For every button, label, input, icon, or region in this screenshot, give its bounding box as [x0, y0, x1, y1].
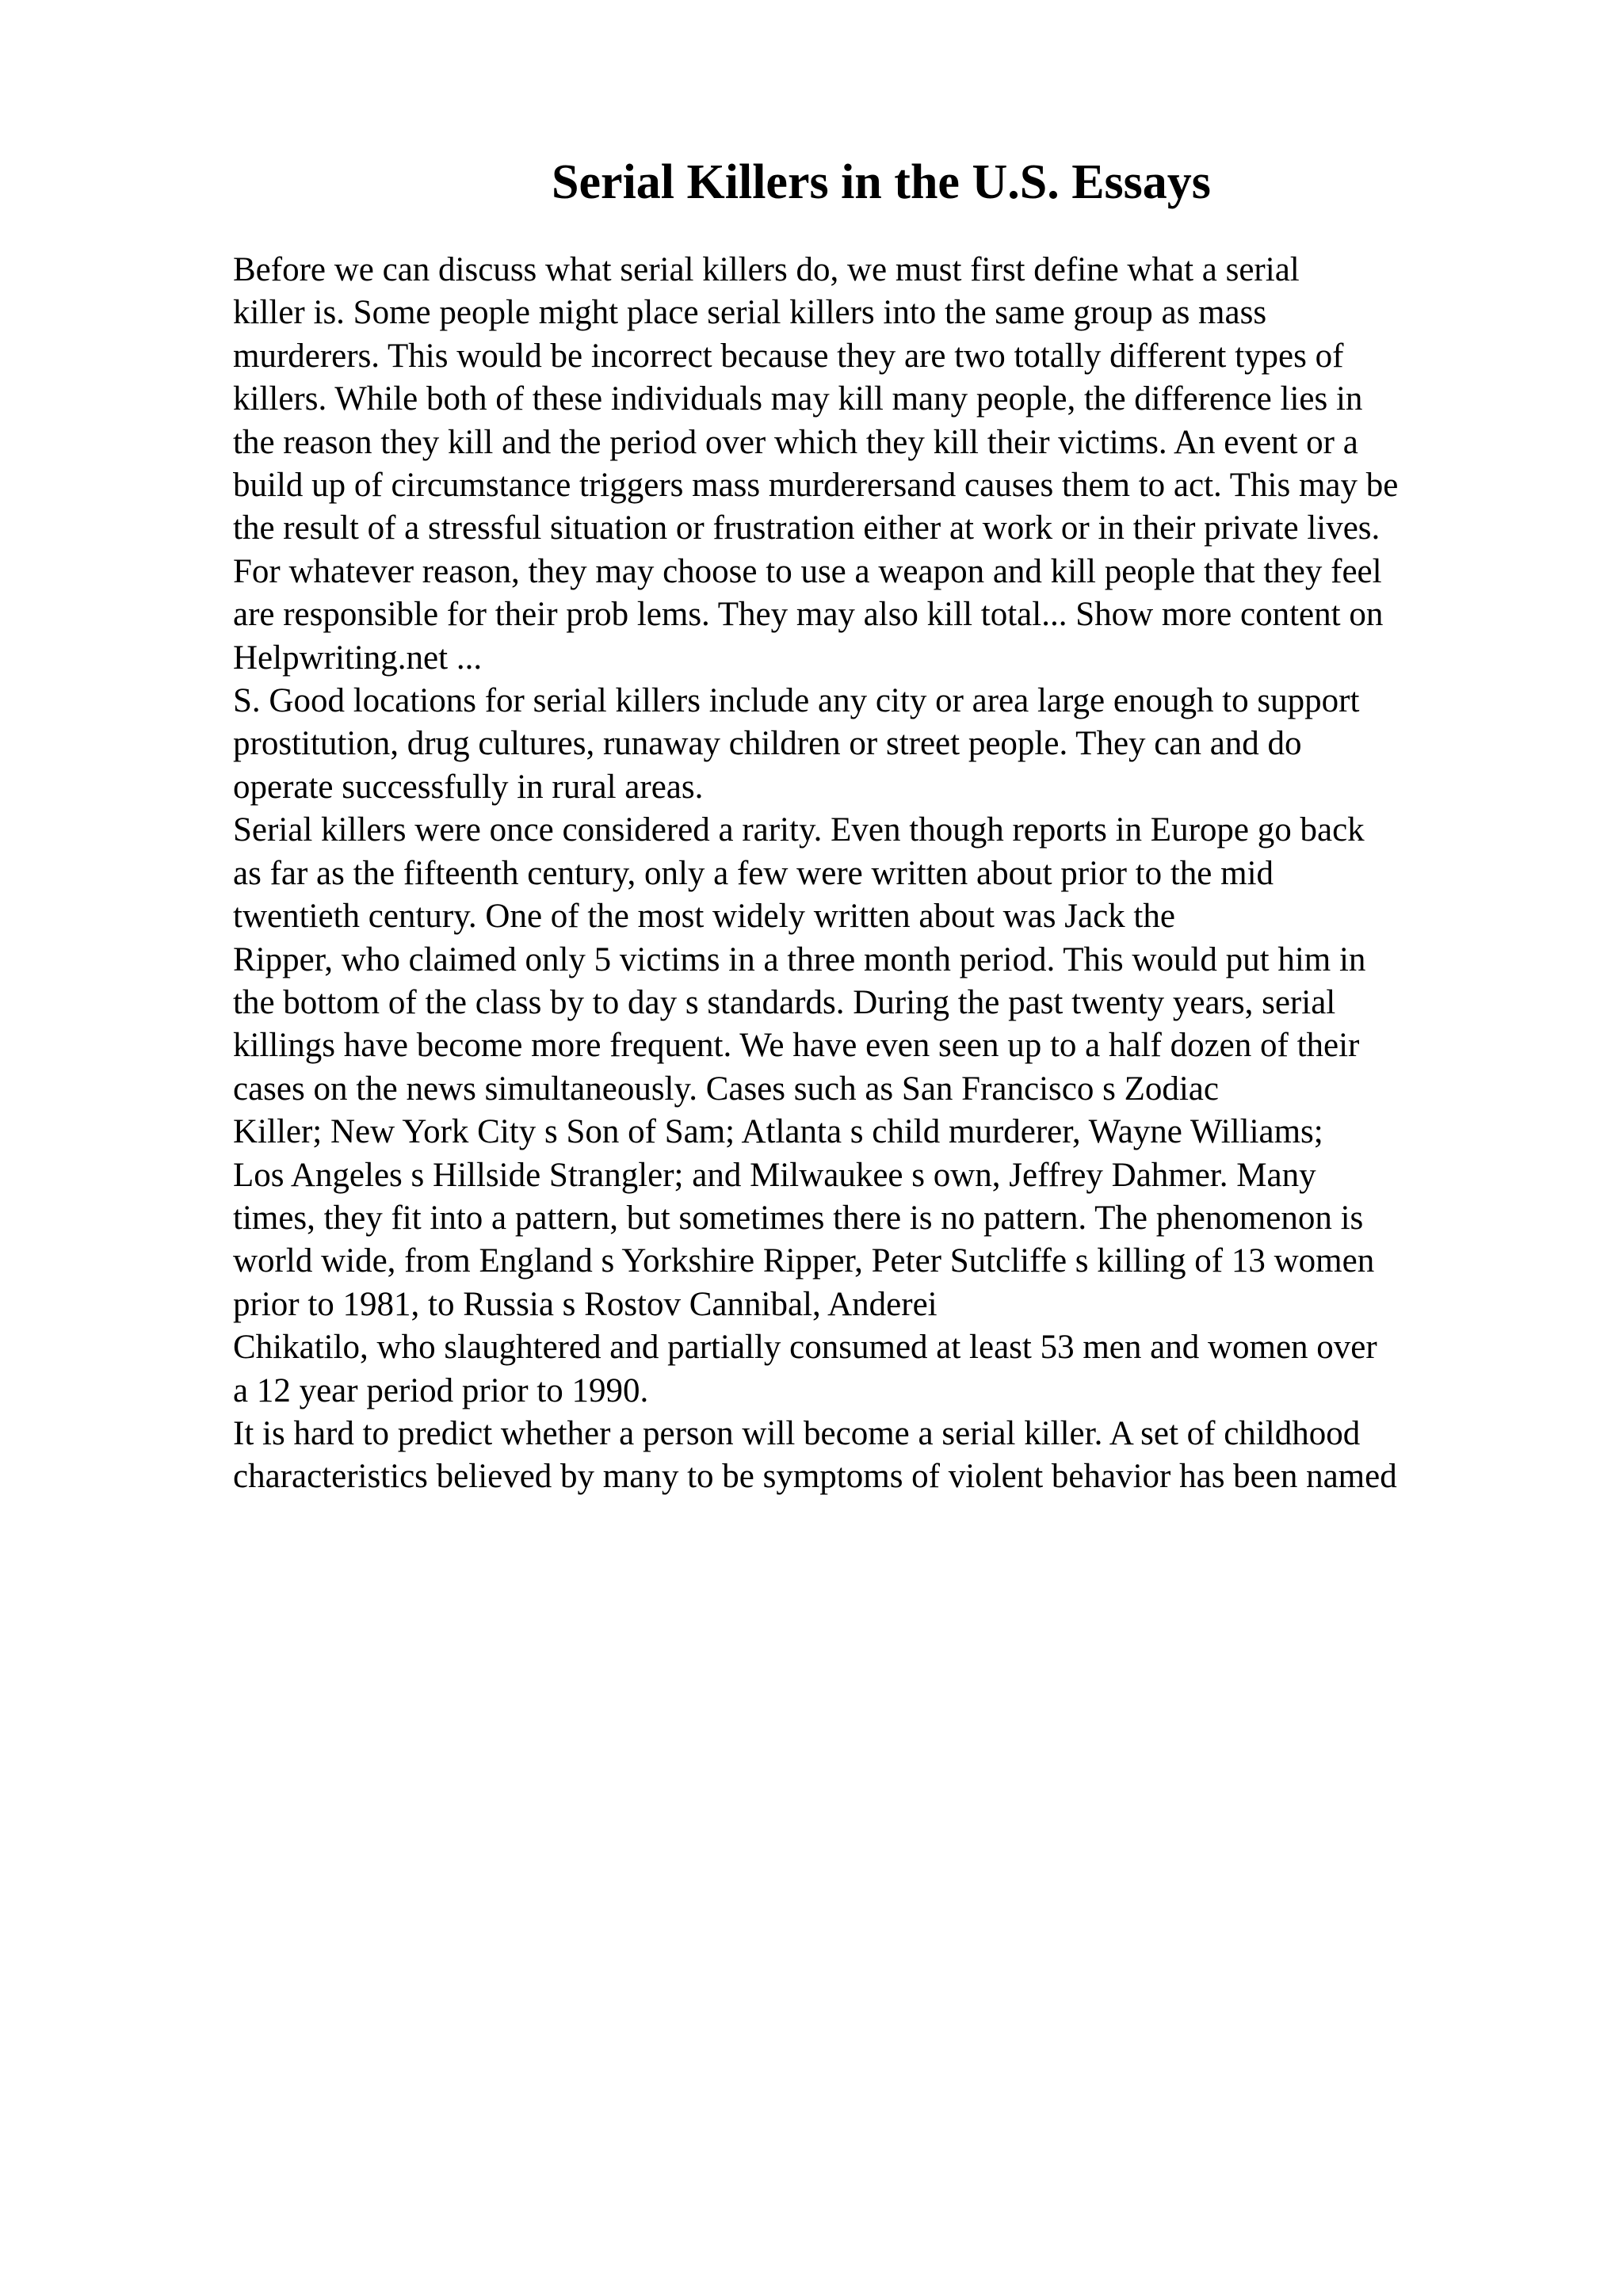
- text-line: Los Angeles s Hillside Strangler; and Milwaukee s own, Jeffrey Dahmer. Many: [233, 1156, 1316, 1194]
- text-line: are responsible for their prob lems. They may also kill total... Show more content on: [233, 596, 1384, 634]
- essay-body: [233, 249, 1612, 1499]
- text-line: cases on the news simultaneously. Cases such as San Francisco s Zodiac: [233, 1070, 1219, 1108]
- text-line: the reason they kill and the period over which they kill their victims. An event or a: [233, 423, 1358, 461]
- text-line: It is hard to predict whether a person will become a serial killer. A set of childhood: [233, 1414, 1361, 1452]
- text-line: Ripper, who claimed only 5 victims in a three month period. This would put him in: [233, 940, 1366, 978]
- text-line: Serial killers were once considered a rarity. Even though reports in Europe go back: [233, 811, 1365, 849]
- text-line: the bottom of the class by to day s standards. During the past twenty years, serial: [233, 983, 1336, 1021]
- text-line: as far as the fifteenth century, only a few were written about prior to the mid: [233, 854, 1274, 892]
- text-line: Before we can discuss what serial killers do, we must first define what a serial: [233, 251, 1300, 288]
- text-line: killings have become more frequent. We have even seen up to a half dozen of their: [233, 1027, 1360, 1065]
- text-line: killer is. Some people might place serial killers into the same group as mass: [233, 294, 1267, 332]
- text-line: operate successfully in rural areas.: [233, 768, 704, 806]
- text-line: prostitution, drug cultures, runaway children or street people. They can and do: [233, 725, 1302, 763]
- text-line: a 12 year period prior to 1990.: [233, 1371, 649, 1409]
- text-line: times, they fit into a pattern, but sometimes there is no pattern. The phenomenon is: [233, 1199, 1364, 1237]
- text-line: Helpwriting.net ...: [233, 639, 483, 677]
- text-line: murderers. This would be incorrect because they are two totally different types of: [233, 337, 1344, 375]
- text-line: S. Good locations for serial killers include any city or area large enough to support: [233, 682, 1360, 720]
- text-line: Chikatilo, who slaughtered and partially consumed at least 53 men and women over: [233, 1329, 1377, 1367]
- text-line: world wide, from England s Yorkshire Ripper, Peter Sutcliffe s killing of 13 women: [233, 1242, 1375, 1280]
- text-line: For whatever reason, they may choose to use a weapon and kill people that they feel: [233, 552, 1382, 590]
- text-line: characteristics believed by many to be symptoms of violent behavior has been named: [233, 1458, 1397, 1496]
- text-line: Killer; New York City s Son of Sam; Atlanta s child murderer, Wayne Williams;: [233, 1113, 1323, 1151]
- text-line: the result of a stressful situation or frustration either at work or in their private lives.: [233, 509, 1381, 547]
- text-line: prior to 1981, to Russia s Rostov Cannibal, Anderei: [233, 1285, 938, 1323]
- text-line: killers. While both of these individuals may kill many people, the difference lies in: [233, 380, 1363, 418]
- text-line: twentieth century. One of the most widely written about was Jack the: [233, 898, 1175, 936]
- text-line: build up of circumstance triggers mass murderersand causes them to act. This may be: [233, 467, 1399, 505]
- document-title: Serial Killers in the U.S. Essays: [552, 155, 1211, 209]
